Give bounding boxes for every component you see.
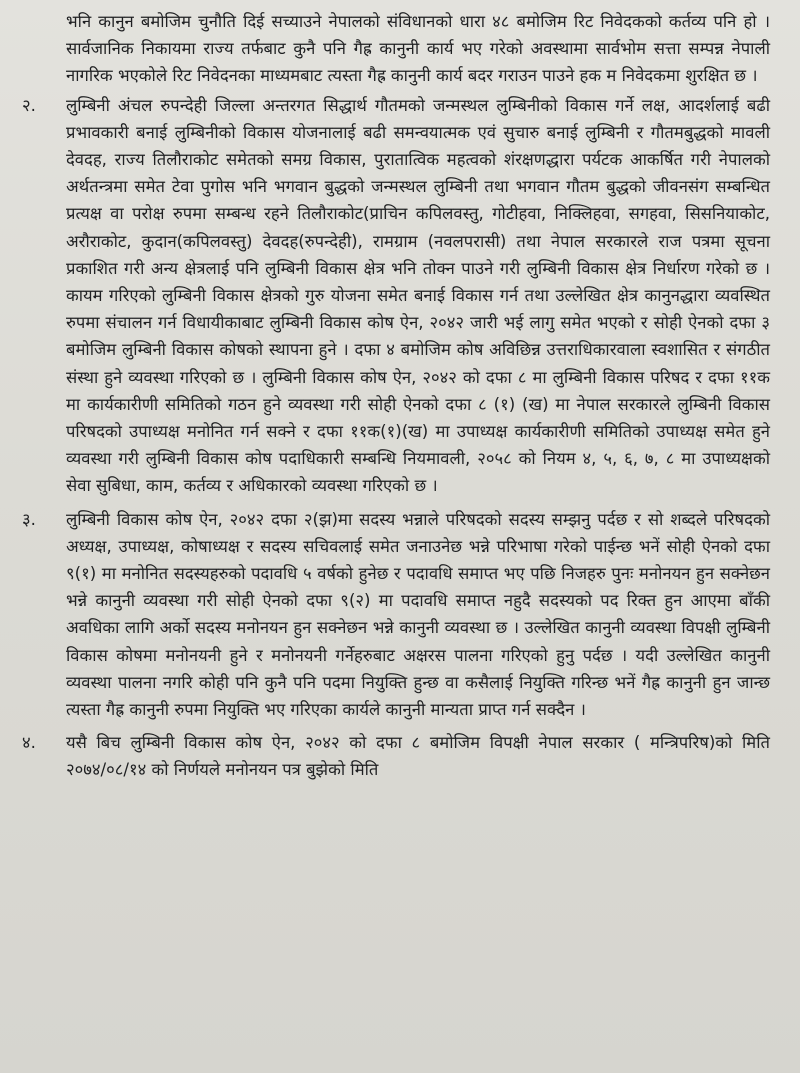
- paragraph-3: [18, 506, 770, 724]
- paragraph-2: [18, 92, 770, 500]
- paragraph-text: लुम्बिनी विकास कोष ऐन, २०४२ दफा २(झ)मा सदस्य भन्नाले परिषदको सदस्य सम्झनु पर्दछ र सो शब्दले परिषदको अध्यक्ष, उपाध्यक्ष, कोषाध्यक्ष र सदस्य सचिवलाई समेत जनाउनेछ भन्ने परिभाषा गरेको पाईन्छ भनें सोही ऐनको दफा ९(१) मा मनोनित सदस्यहरुको पदावधि ५ वर्षको हुनेछ र पदावधि समाप्त भए पछि निजहरु पुनः मनोनयन हुन सक्नेछन भन्ने कानुनी व्यवस्था गरी सोही ऐनको दफा ९(२) मा पदावधि समाप्त नहुदै सदस्यको पद रिक्त हुन आएमा बाँकी अवधिका लागि अर्को सदस्य मनोनयन हुन सक्नेछन भन्ने कानुनी व्यवस्था छ । उल्लेखित कानुनी व्यवस्था विपक्षी लुम्बिनी विकास कोषमा मनोनयनी हुने र मनोनयनी गर्नेहरुबाट अक्षरस पालना गरिएको हुनु पर्दछ । यदी उल्लेखित कानुनी व्यवस्था पालना नगरि कोही पनि कुनै पनि पदमा नियुक्ति हुन्छ वा कसैलाई नियुक्ति गरिन्छ भनें गैह्र कानुनी हुन जान्छ त्यस्ता गैह्र कानुनी रुपमा नियुक्ति भए गरिएका कार्यले कानुनी मान्यता प्राप्त गर्न सक्दैन ।: [66, 509, 770, 720]
- paragraph-number: ४.: [22, 733, 36, 753]
- paragraph-number: ३.: [22, 509, 36, 529]
- paragraph-text: लुम्बिनी अंचल रुपन्देही जिल्ला अन्तरगत सिद्धार्थ गौतमको जन्मस्थल लुम्बिनीको विकास गर्ने लक्ष, आदर्शलाई बढी प्रभावकारी बनाई लुम्बिनीको विकास योजनालाई बढी समन्वयात्मक एवं सुचारु बनाई लुम्बिनी र गौतमबुद्धको मावली देवदह, राज्य तिलौराकोट समेतको समग्र विकास, पुरातात्विक महत्वको शंरक्षणद्धारा पर्यटक आकर्षित गरी नेपालको अर्थतन्त्रमा समेत टेवा पुगोस भनि भगवान बुद्धको जन्मस्थल लुम्बिनी तथा भगवान गौतम बुद्धको जीवनसंग सम्बन्धित प्रत्यक्ष वा परोक्ष रुपमा सम्बन्ध रहने तिलौराकोट(प्राचिन कपिलवस्तु, गोटीहवा, निक्लिहवा, सगहवा, सिसनियाकोट, अरौराकोट, कुदान(कपिलवस्तु) देवदह(रुपन्देही), रामग्राम (नवलपरासी) तथा नेपाल सरकारले राज पत्रमा सूचना प्रकाशित गरी अन्य क्षेत्रलाई पनि लुम्बिनी विकास क्षेत्र भनि तोक्न पाउने गरी लुम्बिनी विकास क्षेत्र निर्धारण गरेको छ । कायम गरिएको लुम्बिनी विकास क्षेत्रको गुरु योजना समेत बनाई विकास गर्न तथा उल्लेखित क्षेत्र कानुनद्धारा व्यवस्थित रुपमा संचालन गर्न विधायीकाबाट लुम्बिनी विकास कोष ऐन, २०४२ जारी भई लागु समेत भएको र सोही ऐनको दफा ३ बमोजिम लुम्बिनी विकास कोषको स्थापना हुने । दफा ४ बमोजिम कोष अविछिन्न उत्तराधिकारवाला स्वशासित र संगठीत संस्था हुने व्यवस्था गरिएको छ । लुम्बिनी विकास कोष ऐन, २०४२ को दफा ८ मा लुम्बिनी विकास परिषद र दफा ११क मा कार्यकारीणी समितिको गठन हुने व्यवस्था गरी सोही ऐनको दफा ८ (१) (ख) मा नेपाल सरकारले लुम्बिनी विकास परिषदको उपाध्यक्ष मनोनित गर्न सक्ने र दफा ११क(१)(ख) मा उपाध्यक्ष कार्यकारीणी समितिको उपाध्यक्ष समेत हुने व्यवस्था गरी लुम्बिनी विकास कोष पदाधिकारी सम्बन्धि नियमावली, २०५८ को नियम ४, ५, ६, ७, ८ मा उपाध्यक्षको सेवा सुबिधा, काम, कर्तव्य र अधिकारको व्यवस्था गरिएको छ ।: [66, 95, 770, 496]
- paragraph-number: २.: [22, 95, 36, 115]
- intro-paragraph: भनि कानुन बमोजिम चुनौति दिई सच्याउने नेपालको संविधानको धारा ४८ बमोजिम रिट निवेदकको कर्तव्य पनि हो । सार्वजानिक निकायमा राज्य तर्फबाट कुनै पनि गैह्र कानुनी कार्य भए गरेको अवस्थामा सार्वभोम सत्ता सम्पन्न नेपाली नागरिक भएकोले रिट निवेदनका माध्यमबाट त्यस्ता गैह्र कानुनी कार्य बदर गराउन पाउने हक म निवेदकमा शुरक्षित छ ।: [66, 12, 770, 86]
- paragraph-text: यसै बिच लुम्बिनी विकास कोष ऐन, २०४२ को दफा ८ बमोजिम विपक्षी नेपाल सरकार ( मन्त्रिपरिष)को मिति २०७४/०८/१४ को निर्णयले मनोनयन पत्र बुझेको मिति: [66, 733, 770, 780]
- paragraph-4: [18, 729, 770, 783]
